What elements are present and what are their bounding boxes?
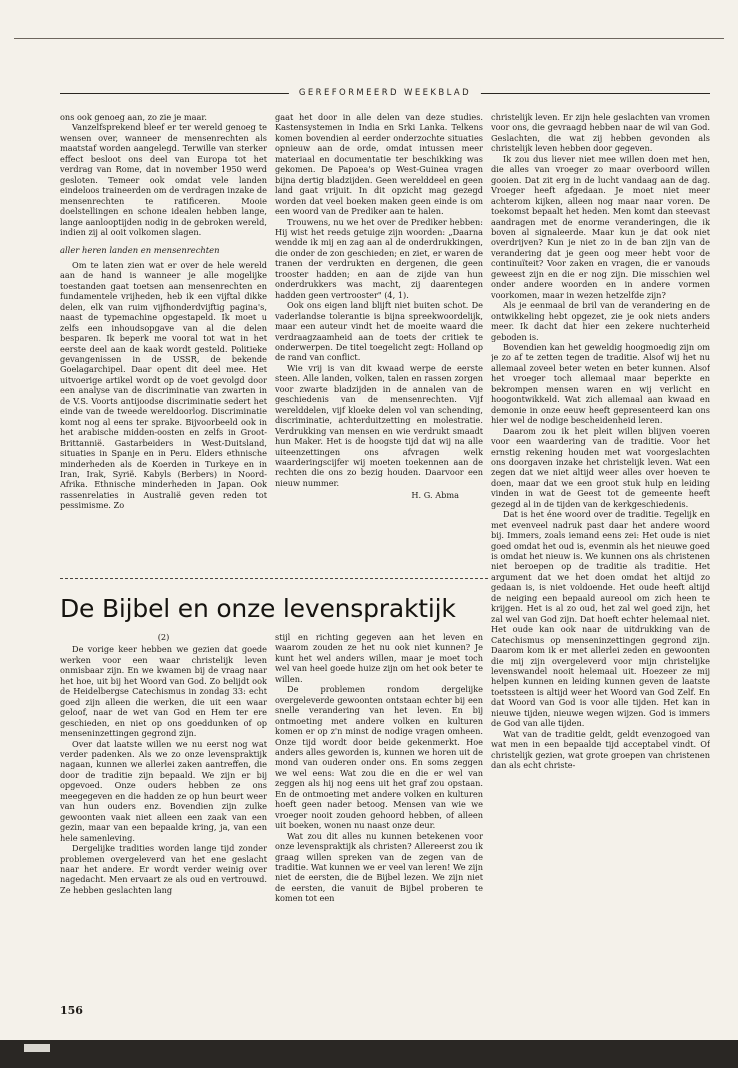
author-signature: H. G. Abma [411,490,459,501]
paragraph: Trouwens, nu we het over de Prediker hebben: Hij wist het reeds getuige zijn woorden: „Daarna wendde ik mij en zag aan al de onderdrukkingen, die onder de zon geschieden; en ziet, er waren de tranen der verdrukten en dergenen, die geen trooster hadden; en aan de zijde van hun onderdrukkers was macht, zij daarentegen hadden geen vertrooster" (4, 1). [275,216,483,300]
paragraph: Dergelijke tradities worden lange tijd zonder problemen overgeleverd van het ene geslacht naar het andere. Er wordt verder weinig over nagedacht. Men ervaart ze als oud en vertrouwd. Ze hebben geslachten lang [60,843,267,895]
section-subheading: aller heren landen en mensenrechten [60,245,220,256]
paragraph: gaat het door in alle delen van deze studies. Kastensystemen in India en Srki Lanka. Telkens komen bovendien al eerder onderzochte situaties opnieuw aan de orde, omdat intussen meer materiaal en documentatie ter beschikking was gekomen. De Papoea's op West-Guinea vragen bijna dertig bladzijden. Geen werelddeel en geen land gaat vrijuit. In dit opzicht mag gezegd worden dat veel boeken maken geen einde is om een woord van de Prediker aan te halen. [275,112,483,217]
article-column-1 [60,632,267,998]
article-divider [60,578,488,579]
paragraph: Wat van de traditie geldt, geldt evenzogoed van wat men in een bepaalde tijd acceptabel vindt. Of christelijk gezien, wat grote groepen van christenen dan als echt christe- [491,728,710,771]
running-title: GEREFORMEERD WEEKBLAD [289,86,481,100]
paragraph: Daarom zou ik het pleit willen blijven voeren voor een waardering van de traditie. Voor het ernstig rekening houden met wat voorgeslachten ons doorgaven inzake het christelijk leven. Wat een zegen dat we niet altijd weer alles over hoeven te doen, maar dat we een groot stuk hulp en leiding vinden in wat de Geest tot de gemeente heeft gezegd al in de tijden van de kerkgeschiedenis. [491,425,710,509]
paragraph: christelijk leven. Er zijn hele geslachten van vromen voor ons, die gevraagd hebben naar de wil van God. Geslachten, die wat zij hebben gevonden als christelijk leven hebben door gegeven. [491,112,710,154]
scan-bottom-edge [0,1040,738,1068]
article-column-2 [275,632,483,998]
article-part-number: (2) [157,632,170,642]
paragraph: De vorige keer hebben we gezien dat goede werken voor een waar christelijk leven onmisbaar zijn. En we kwamen bij de vraag naar het hoe, uit bij het Woord van God. Zo belijdt ook de Heidelbergse Catechismus in zondag 33: echt goed zijn alleen die werken, die uit een waar geloof, naar de wet van God en Hem ter ere geschieden, en niet op ons goeddunken of op menseninzettingen gegrond zijn. [60,644,267,739]
article-title: De Bijbel en onze levenspraktijk [60,594,456,623]
paragraph: De problemen rondom dergelijke overgeleverde gewoonten ontstaan echter bij een snelle verandering van het leven. En bij ontmoeting met andere volken en kulturen komen er op z'n minst de nodige vragen omheen. Onze tijd wordt door beide gekenmerkt. Hoe anders alles geworden is, kunnen we horen uit de mond van ouderen onder ons. En soms zeggen we wel eens: Wat zou die en die er wel van zeggen als hij nog eens uit het graf zou opstaan. En de ontmoeting met andere volken en kulturen hoeft geen nader betoog. Mensen van wie we vroeger nooit zouden gehoord hebben, of alleen uit boeken, wonen nu naast onze deur. [275,684,483,831]
paragraph: Om te laten zien wat er over de hele wereld aan de hand is wanneer je alle mogelijke toestanden gaat toetsen aan mensenrechten en fundamentele vrijheden, heb ik een vijftal dikke delen, elk van ruim vijfhonderdvijftig pagina's, naast de typemachine opgestapeld. Ik moet u zelfs een inhoudsopgave van al die delen besparen. Ik beperk me vooral tot wat in het eerste deel aan de kaak wordt gesteld. Politieke gevangenissen in de USSR, de bekende Goelagarchipel. Daar opent dit deel mee. Het uitvoerige artikel wordt op de voet gevolgd door een analyse van de discriminatie van zwarten in de V.S. Voorts antijoodse discriminatie sedert het einde van de tweede wereldoorlog. Discriminatie komt nog al eens ter sprake. Bijvoorbeeld ook in het arabische midden-oosten en zelfs in Groot-Brittannië. Gastarbeiders in West-Duitsland, situaties in Spanje en in Peru. Elders ethnische minderheden als de Koerden in Turkeye en in Iran, Irak, Syrië. Kabyls (Berbers) in Noord-Afrika. Ethnische minderheden in Japan. Ook rassenrelaties in Australië geven reden tot pessimisme. Zo [60,259,267,511]
paragraph: Dat is het éne woord over de traditie. Tegelijk en met evenveel nadruk past daar het andere woord bij. Immers, zoals iemand eens zei: Het oude is niet goed omdat het oud is, evenmin als het nieuwe goed is omdat het nieuw is. We kunnen ons als christenen niet beroepen op de traditie als traditie. Het argument dat we het doen omdat het altijd zo gedaan is, is niet voldoende. Het oude heeft altijd de neiging een bepaald aureool om zich heen te krijgen. Het is al zo oud, het zal wel goed zijn, het zal wel van God zijn. Dat hoeft echter helemaal niet. Het oude kan ook naar de uitdrukking van de Catechismus op menseninzettingen gegrond zijn. Daarom kom ik er met allerlei zeden en gewoonten die mij zijn overgeleverd voor mijn christelijke levenswandel nooit helemaal uit. Hoezeer ze mij helpen kunnen en leiding kunnen geven de laatste toetssteen is altijd weer het Woord van God Zelf. En dat Woord van God is voor alle tijden. Het kan in nieuwe tijden, nieuwe wegen wijzen. God is immers de God van alle tijden. [491,509,710,729]
scan-edge-line [14,38,724,39]
paragraph: Wat zou dit alles nu kunnen betekenen voor onze levenspraktijk als christen? Allereerst zou ik graag willen spreken van de zegen van de traditie. Wat kunnen we er veel van leren! We zijn niet de eersten, die de Bijbel lezen. We zijn niet de eersten, die vanuit de Bijbel proberen te komen tot een [275,830,483,904]
paragraph: Als je eenmaal de bril van de verandering en de ontwikkeling hebt opgezet, zie je ook niets anders meer. Ik dacht dat hier een zekere nuchterheid geboden is. [491,300,710,342]
paragraph: Vanzelfsprekend bleef er ter wereld genoeg te wensen over, wanneer de mensenrechten als maatstaf worden aangelegd. Terwille van sterker effect besloot ons deel van Europa tot het verdrag van Rome, dat in november 1950 werd gesloten. Temeer ook omdat vele landen eindeloos traineerden om de verdragen inzake de mensenrechten te ratificeren. Mooie doelstellingen en schone idealen hebben lange, lange aanlooptijden nodig in de gebroken wereld, indien zij al ooit volkomen slagen. [60,122,267,237]
essay-left-column [60,112,267,576]
paragraph: Bovendien kan het geweldig hoogmoedig zijn om je zo af te zetten tegen de traditie. Alsof wij het nu allemaal zoveel beter weten en beter kunnen. Alsof het vroeger toch allemaal maar beperkte en bekrompen mensen waren en wij verlicht en hoogontwikkeld. Wat zich allemaal aan kwaad en demonie in onze eeuw heeft gepresenteerd kan ons hier wel de nodige bescheidenheid leren. [491,341,710,426]
page-number: 156 [60,1004,83,1017]
paragraph: stijl en richting gegeven aan het leven en waarom zouden ze het nu ook niet kunnen? Je kunt het wel anders willen, maar je moet toch wel van heel goede huize zijn om het ook beter te willen. [275,632,483,684]
running-header [60,86,710,100]
essay-middle-column [275,112,483,576]
paragraph: Ik zou dus liever niet mee willen doen met hen, die alles van vroeger zo maar overboord willen gooien. Dat zit erg in de lucht vandaag aan de dag. Vroeger heeft afgedaan. Je moet niet meer achterom kijken, alleen nog maar naar voren. De toekomst bepaalt het heden. Men komt dan steevast aandragen met de enorme veranderingen, die ik boven al signaleerde. Maar kun je dat ook niet overdrijven? Kun je niet zo in de ban zijn van de verandering dat je geen oog meer hebt voor de continuïteit? Voor zaken en vragen, die er vanouds geweest zijn en die er nog zijn. Die misschien wel onder andere woorden en in andere vormen voorkomen, maar in wezen hetzelfde zijn? [491,153,710,300]
paragraph: Wie vrij is van dit kwaad werpe de eerste steen. Alle landen, volken, talen en rassen zorgen voor zwarte bladzijden in de annalen van de geschiedenis van de mensenrechten. Vijf werelddelen, vijf kloeke delen vol van schending, discriminatie, achterduitzetting en molestratie. Verdrukking van mensen en wie verdrukt smaadt hun Maker. Het is de hoogste tijd dat wij na alle uiteenzettingen ons afvragen welk waarderingscijfer wij moeten toekennen aan de rechten die ons zo bezig houden. Daarvoor een nieuw nummer. [275,362,483,488]
paragraph: Over dat laatste willen we nu eerst nog wat verder padenken. Als we zo onze levenspraktijk nagaan, kunnen we allerlei zaken aantreffen, die door de traditie zijn bepaald. We zijn er bij opgevoed. Onze ouders hebben ze ons meegegeven en die hadden ze op hun beurt weer van hun ouders enz. Bovendien zijn zulke gewoonten vaak niet alleen een zaak van een gezin, maar van een bepaalde kring, ja, van een hele samenleving. [60,738,267,843]
article-column-3 [491,112,710,998]
paragraph: Ook ons eigen land blijft niet buiten schot. De vaderlandse tolerantie is bijna spreekwoordelijk, maar een auteur vindt het de moeite waard die verdraagzaamheid aan de toets der critiek te onderwerpen. De titel toegelicht zegt: Holland op de rand van conflict. [275,300,483,363]
paragraph: ons ook genoeg aan, zo zie je maar. [60,112,208,122]
